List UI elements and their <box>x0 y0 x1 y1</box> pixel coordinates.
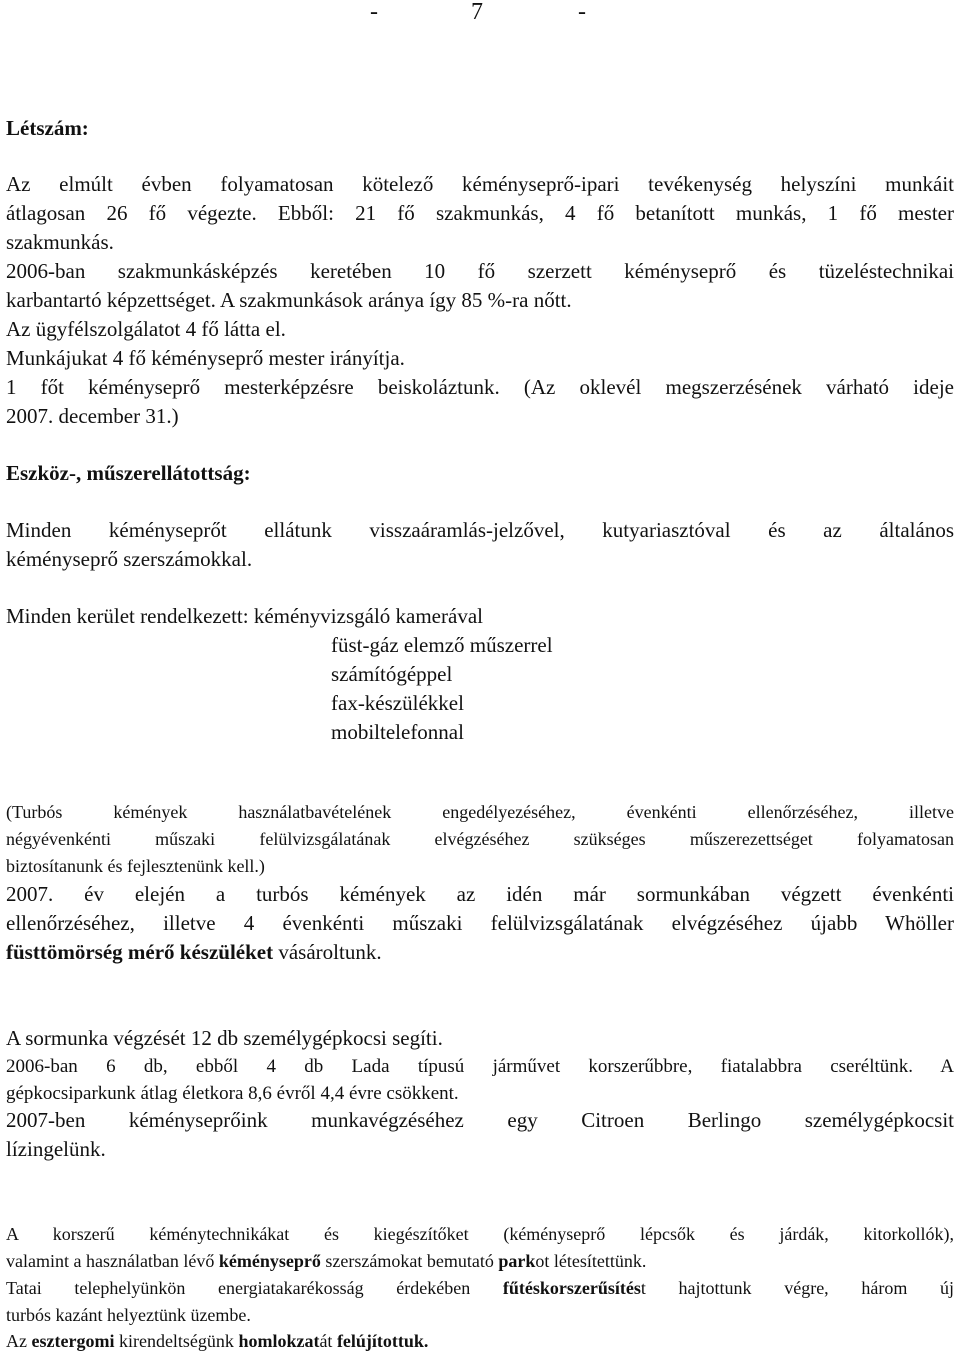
district-item: számítógéppel <box>331 662 453 686</box>
facilities-line: A korszerű kéménytechnikákat és kiegészítőket (kéményseprő lépcsők és járdák, kitorkollók), <box>6 1224 954 1244</box>
staff-line: Munkájukat 4 fő kéményseprő mester irányítja. <box>6 346 405 370</box>
district-intro: Minden kerület rendelkezett: kéményvizsgáló kamerával <box>6 604 483 628</box>
equipment-line: Minden kéményseprőt ellátunk visszaáramlás-jelzővel, kutyariasztóval és az általános <box>6 518 954 542</box>
facilities-line: Tatai telephelyünkön energiatakarékosság érdekében fűtéskorszerűsítést hajtottunk végre, három új <box>6 1278 954 1298</box>
vehicles-line: 2007-ben kéményseprőink munkavégzéséhez egy Citroen Berlingo személygépkocsit <box>6 1108 954 1132</box>
vehicles-line: lízingelünk. <box>6 1137 106 1161</box>
district-item: füst-gáz elemző műszerrel <box>331 633 553 657</box>
district-item: fax-készülékkel <box>331 691 464 715</box>
turbo-note-line: biztosítanunk és fejlesztenünk kell.) <box>6 856 265 876</box>
facilities-line: turbós kazánt helyeztünk üzembe. <box>6 1305 251 1325</box>
purchase-line: 2007. év elején a turbós kémények az idén már sormunkában végzett évenkénti <box>6 882 954 906</box>
turbo-note-line: (Turbós kémények használatbavételének engedélyezéséhez, évenkénti ellenőrzéséhez, illetve <box>6 802 954 822</box>
purchase-line: füsttömörség mérő készüléket vásároltunk. <box>6 940 382 964</box>
staff-line: 2007. december 31.) <box>6 404 179 428</box>
equipment-heading: Eszköz-, műszerellátottság: <box>6 461 251 485</box>
staff-line: 1 főt kéményseprő mesterképzésre beiskoláztunk. (Az oklevél megszerzésének várható ideje <box>6 375 954 399</box>
vehicles-line: 2006-ban 6 db, ebből 4 db Lada típusú járművet korszerűbbre, fiatalabbra cseréltünk. A <box>6 1056 954 1077</box>
vehicles-line: A sormunka végzését 12 db személygépkocsi segíti. <box>6 1026 443 1050</box>
purchase-line: ellenőrzéséhez, illetve 4 évenkénti műszaki felülvizsgálatának elvégzéséhez újabb Whöller <box>6 911 954 935</box>
staff-line: karbantartó képzettséget. A szakmunkások aránya így 85 %-ra nőtt. <box>6 288 572 312</box>
staff-heading: Létszám: <box>6 116 89 140</box>
turbo-note-line: négyévenkénti műszaki felülvizsgálatának elvégzéséhez szükséges műszerezettséget folyamatosan <box>6 829 954 849</box>
staff-line: Az ügyfélszolgálatot 4 fő látta el. <box>6 317 286 341</box>
staff-line: 2006-ban szakmunkásképzés keretében 10 fő szerzett kéményseprő és tüzeléstechnikai <box>6 259 954 283</box>
facilities-line: Az esztergomi kirendeltségünk homlokzatát felújítottuk. <box>6 1331 429 1351</box>
staff-line: Az elmúlt évben folyamatosan kötelező kéményseprő-ipari tevékenység helyszíni munkáit <box>6 172 954 196</box>
page-dash-right: - <box>578 0 586 25</box>
district-item: mobiltelefonnal <box>331 720 464 744</box>
vehicles-line: gépkocsiparkunk átlag életkora 8,6 évről 4,4 évre csökkent. <box>6 1083 459 1104</box>
staff-line: átlagosan 26 fő végezte. Ebből: 21 fő szakmunkás, 4 fő betanított munkás, 1 fő mester <box>6 201 954 225</box>
page-number-value: 7 <box>471 0 483 25</box>
page-dash-left: - <box>370 0 378 25</box>
facilities-line: valamint a használatban lévő kéményseprő szerszámokat bemutató parkot létesítettünk. <box>6 1251 647 1271</box>
equipment-line: kéményseprő szerszámokkal. <box>6 547 253 571</box>
staff-line: szakmunkás. <box>6 230 114 254</box>
